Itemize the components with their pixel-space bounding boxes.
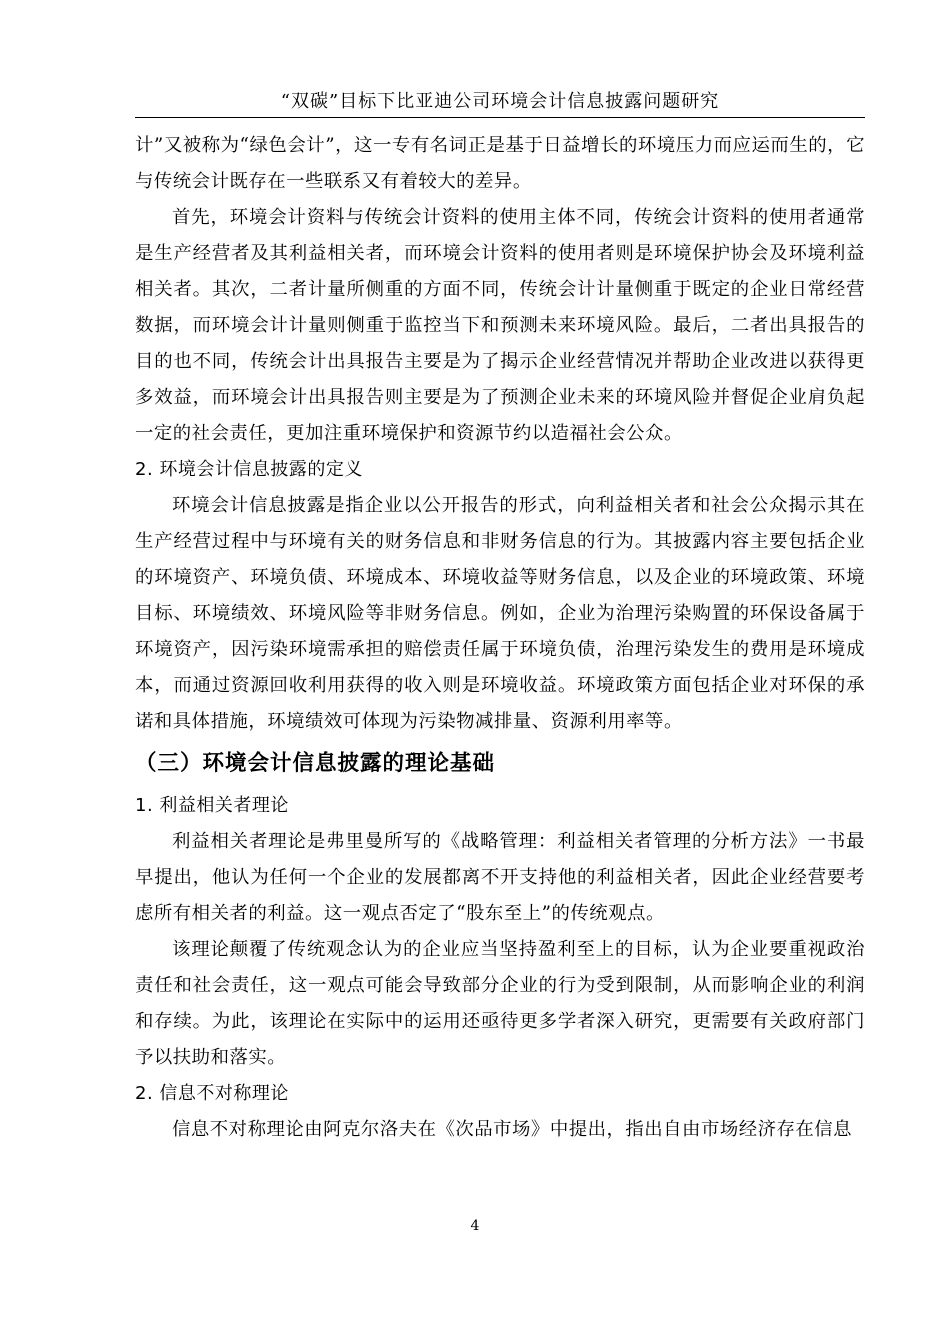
running-header-title: “双碳”目标下比亚迪公司环境会计信息披露问题研究 — [280, 91, 720, 112]
paragraph-differences: 首先，环境会计资料与传统会计资料的使用主体不同，传统会计资料的使用者通常是生产经营者及其利益相关者，而环境会计资料的使用者则是环境保护协会及环境利益相关者。其次，二者计量所侧重的方面不同，传统会计计量侧重于既定的企业日常经营数据，而环境会计计量则侧重于监控当下和预测未来环境风险。最后，二者出具报告的目的也不同，传统会计出具报告主要是为了揭示企业经营情况并帮助企业改进以获得更多效益，而环境会计出具报告则主要是为了预测企业未来的环境风险并督促企业肩负起一定的社会责任，更加注重环境保护和资源节约以造福社会公众。 — [135, 207, 865, 444]
subheading-information-asymmetry: 2. 信息不对称理论 — [135, 1083, 289, 1104]
paragraph-stakeholder-impact: 该理论颠覆了传统观念认为的企业应当坚持盈利至上的目标，认为企业要重视政治责任和社会责任，这一观点可能会导致部分企业的行为受到限制，从而影响企业的利润和存续。为此，该理论在实际中的运用还亟待更多学者深入研究，更需要有关政府部门予以扶助和落实。 — [135, 939, 865, 1068]
page-number: 4 — [470, 1218, 480, 1234]
subheading-stakeholder: 1. 利益相关者理论 — [135, 795, 289, 816]
header-divider — [135, 117, 865, 118]
paragraph-green-accounting: 计”又被称为“绿色会计”，这一专有名词正是基于日益增长的环境压力而应运而生的，它与传统会计既存在一些联系又有着较大的差异。 — [135, 135, 865, 192]
subheading-definition: 2. 环境会计信息披露的定义 — [135, 459, 363, 480]
document-body — [135, 128, 865, 1148]
paragraph-stakeholder-origin: 利益相关者理论是弗里曼所写的《战略管理：利益相关者管理的分析方法》一书最早提出，他认为任何一个企业的发展都离不开支持他的利益相关者，因此企业经营要考虑所有相关者的利益。这一观点否定了“股东至上”的传统观点。 — [135, 831, 865, 924]
paragraph-information-asymmetry: 信息不对称理论由阿克尔洛夫在《次品市场》中提出，指出自由市场经济存在信息 — [172, 1119, 853, 1140]
section-heading-theory: （三）环境会计信息披露的理论基础 — [135, 751, 496, 776]
paragraph-definition: 环境会计信息披露是指企业以公开报告的形式，向利益相关者和社会公众揭示其在生产经营过程中与环境有关的财务信息和非财务信息的行为。其披露内容主要包括企业的环境资产、环境负债、环境成本、环境收益等财务信息，以及企业的环境政策、环境目标、环境绩效、环境风险等非财务信息。例如，企业为治理污染购置的环保设备属于环境资产，因污染环境需承担的赔偿责任属于环境负债，治理污染发生的费用是环境成本，而通过资源回收利用获得的收入则是环境收益。环境政策方面包括企业对环保的承诺和具体措施，环境绩效可体现为污染物减排量、资源利用率等。 — [135, 495, 865, 732]
